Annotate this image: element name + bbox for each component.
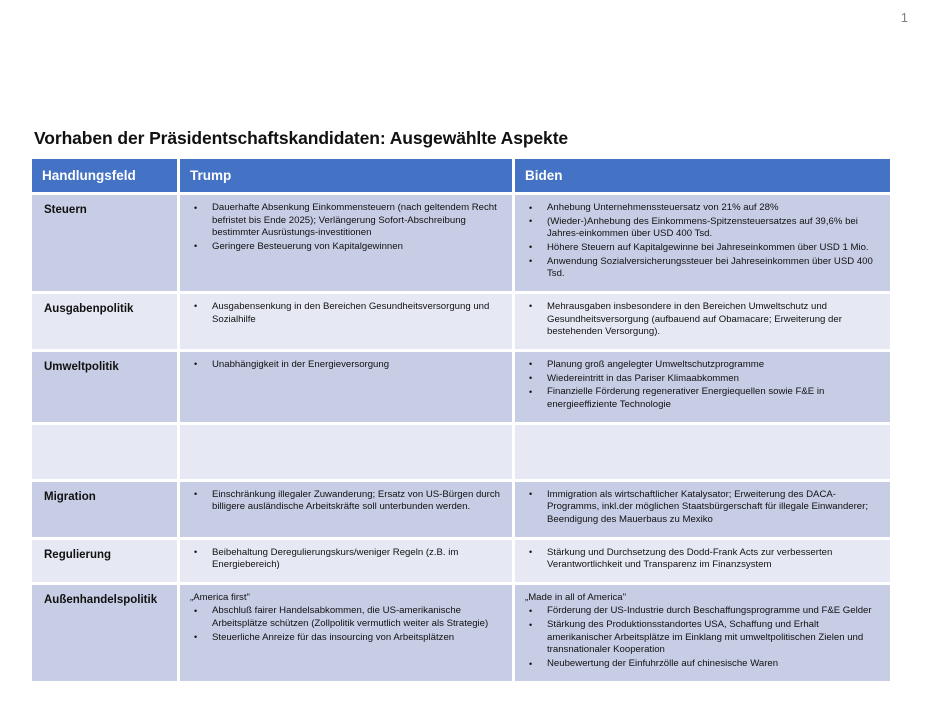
row-field-label: Migration [32, 479, 180, 537]
row-biden-cell [515, 192, 890, 291]
row-field-label: Außenhandelspolitik [32, 582, 180, 681]
bullet-item: • (Wieder-)Anhebung des Einkommens-Spitzensteuersatzes auf 39,6% bei Jahres-einkommen über USD 400 Tsd. [525, 216, 880, 241]
bullet-item: • Beibehaltung Deregulierungskurs/weniger Regeln (z.B. im Energiebereich) [190, 547, 502, 572]
row-field-label: Regulierung [32, 537, 180, 582]
bullet-list [190, 301, 502, 326]
table-row [32, 479, 890, 537]
table-header-row [32, 159, 890, 192]
column-header-trump: Trump [180, 159, 515, 192]
comparison-table [32, 159, 890, 681]
row-field-label: Steuern [32, 192, 180, 291]
bullet-item: • Planung groß angelegter Umweltschutzprogramme [525, 359, 880, 372]
table-row [32, 582, 890, 681]
table-body [32, 192, 890, 681]
row-biden-cell [515, 479, 890, 537]
bullet-list [525, 489, 880, 527]
row-trump-cell [180, 422, 515, 479]
bullet-item: • Immigration als wirtschaftlicher Katalysator; Erweiterung des DACA-Programms, inkl.der möglichen Staatsbürgerschaft für illegale Einwanderer; Beendigung des Mauerbaus zu Mexiko [525, 489, 880, 527]
bullet-list [190, 359, 502, 372]
bullet-item: • Neubewertung der Einfuhrzölle auf chinesische Waren [525, 658, 880, 671]
bullet-item: • Mehrausgaben insbesondere in den Bereichen Umweltschutz und Gesundheitsversorgung (aufbauend auf Obamacare; Erweiterung der bestehenden Versorgung). [525, 301, 880, 339]
bullet-list [525, 301, 880, 339]
row-field-label: Ausgabenpolitik [32, 291, 180, 349]
bullet-list [190, 605, 502, 644]
bullet-list [525, 359, 880, 412]
table-row [32, 349, 890, 422]
bullet-item: • Einschränkung illegaler Zuwanderung; Ersatz von US-Bürgen durch billigere ausländische Arbeitskräfte soll unterbunden werden. [190, 489, 502, 514]
table-row [32, 192, 890, 291]
bullet-item: • Ausgabensenkung in den Bereichen Gesundheitsversorgung und Sozialhilfe [190, 301, 502, 326]
bullet-item: • Anwendung Sozialversicherungssteuer bei Jahreseinkommen über USD 400 Tsd. [525, 256, 880, 281]
column-header-handlungsfeld: Handlungsfeld [32, 159, 180, 192]
bullet-item: • Abschluß fairer Handelsabkommen, die US-amerikanische Arbeitsplätze schützen (Zollpolitik vermutlich weiter als Strategie) [190, 605, 502, 630]
cell-lead-text: „America first" [190, 591, 250, 603]
bullet-list [190, 489, 502, 514]
bullet-list [525, 605, 880, 670]
row-biden-cell [515, 291, 890, 349]
bullet-list [190, 547, 502, 572]
page-title: Vorhaben der Präsidentschaftskandidaten: Ausgewählte Aspekte [34, 128, 569, 148]
cell-lead-text: „Made in all of America" [525, 591, 626, 603]
bullet-list [525, 202, 880, 281]
row-trump-cell [180, 349, 515, 422]
bullet-item: • Unabhängigkeit in der Energieversorgung [190, 359, 502, 372]
bullet-item: • Stärkung und Durchsetzung des Dodd-Frank Acts zur verbesserten Verantwortlichkeit und Transparenz im Finanzsystem [525, 547, 880, 572]
page-number: 1 [900, 10, 908, 25]
bullet-list [525, 547, 880, 572]
table-row [32, 291, 890, 349]
table-header [32, 159, 890, 192]
row-trump-cell [180, 582, 515, 681]
bullet-list [190, 202, 502, 254]
row-biden-cell [515, 537, 890, 582]
row-field-label: Umweltpolitik [32, 349, 180, 422]
row-trump-cell [180, 192, 515, 291]
bullet-item: • Wiedereintritt in das Pariser Klimaabkommen [525, 373, 880, 386]
row-biden-cell [515, 349, 890, 422]
bullet-item: • Förderung der US-Industrie durch Beschaffungsprogramme und F&E Gelder [525, 605, 880, 618]
bullet-item: • Steuerliche Anreize für das insourcing von Arbeitsplätzen [190, 632, 502, 645]
table-row [32, 537, 890, 582]
row-biden-cell [515, 582, 890, 681]
bullet-item: • Anhebung Unternehmenssteuersatz von 21% auf 28% [525, 202, 880, 215]
table-row-spacer [32, 422, 890, 479]
column-header-biden: Biden [515, 159, 890, 192]
row-trump-cell [180, 479, 515, 537]
bullet-item: • Stärkung des Produktionsstandortes USA, Schaffung und Erhalt amerikanischer Arbeitsplätze im Einklang mit umweltpolitischen Zielen und transnationaler Kooperation [525, 619, 880, 657]
row-biden-cell [515, 422, 890, 479]
bullet-item: • Geringere Besteuerung von Kapitalgewinnen [190, 241, 502, 254]
bullet-item: • Finanzielle Förderung regenerativer Energiequellen sowie F&E in energieeffiziente Technologie [525, 386, 880, 411]
bullet-item: • Dauerhafte Absenkung Einkommensteuern (nach geltendem Recht befristet bis Ende 2025); Verlängerung Sofort-Abschreibung bestimmter Ausrüstungs-investitionen [190, 202, 502, 240]
row-field-label [32, 422, 180, 479]
row-trump-cell [180, 291, 515, 349]
row-trump-cell [180, 537, 515, 582]
bullet-item: • Höhere Steuern auf Kapitalgewinne bei Jahreseinkommen über USD 1 Mio. [525, 242, 880, 255]
